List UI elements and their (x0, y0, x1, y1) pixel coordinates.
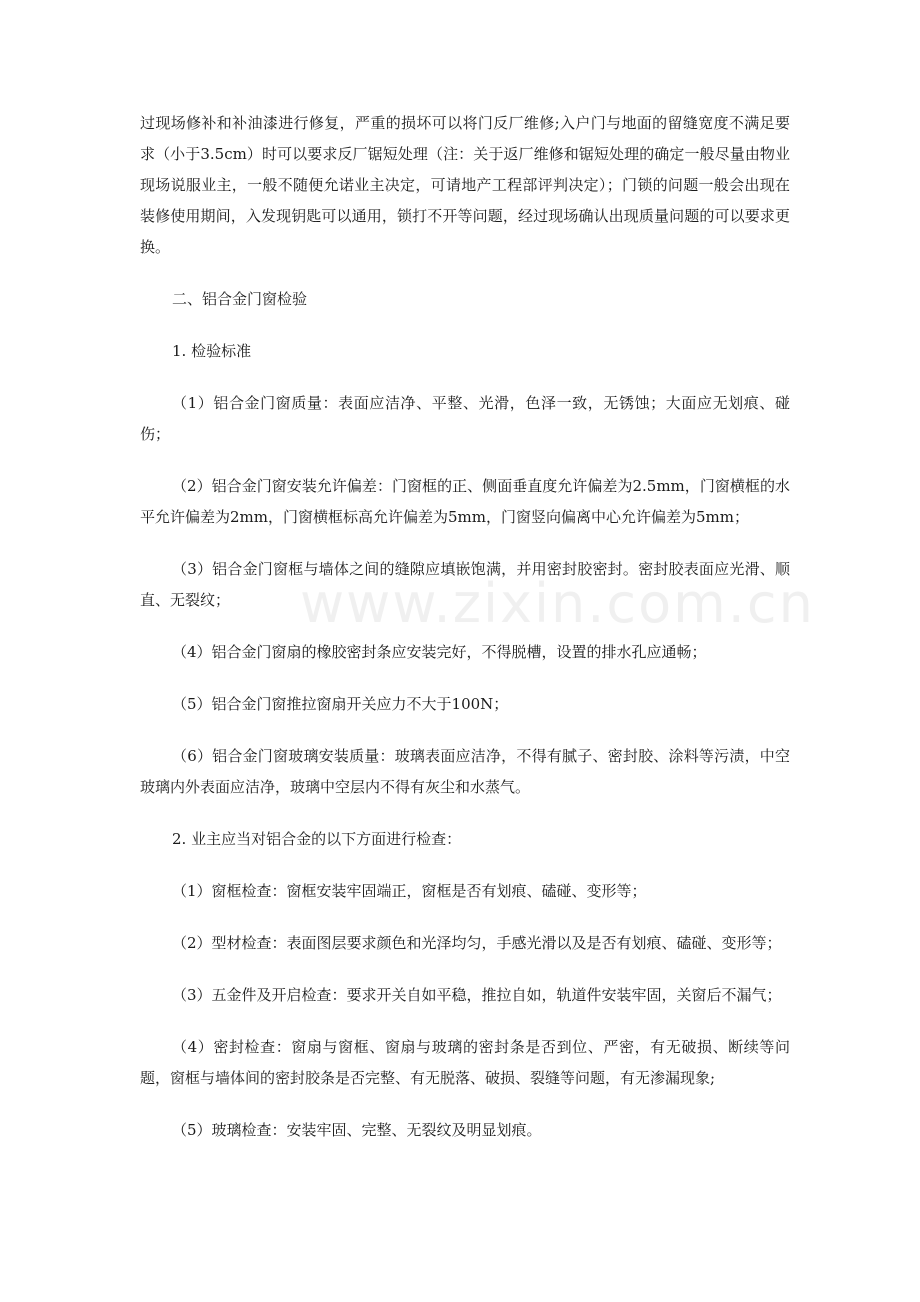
list-item-check-1: （1）窗框检查：窗框安装牢固端正，窗框是否有划痕、磕碰、变形等； (172, 882, 647, 900)
document-body (140, 108, 790, 1167)
list-item-standard-6: （6）铝合金门窗玻璃安装质量：玻璃表面应洁净，不得有腻子、密封胶、涂料等污渍，中空玻璃内外表面应洁净，玻璃中空层内不得有灰尘和水蒸气。 (140, 747, 790, 796)
list-item-check-4: （4）密封检查：窗扇与窗框、窗扇与玻璃的密封条是否到位、严密，有无破损、断续等问题，窗框与墙体间的密封胶条是否完整、有无脱落、破损、裂缝等问题，有无渗漏现象; (140, 1038, 790, 1087)
paragraph-door-repair: 过现场修补和补油漆进行修复，严重的损坏可以将门反厂维修;入户门与地面的留缝宽度不满足要求（小于3.5cm）时可以要求反厂锯短处理（注：关于返厂维修和锯短处理的确定一般尽量由物业现场说服业主，一般不随便允诺业主决定，可请地产工程部评判决定）；门锁的问题一般会出现在装修使用期间，入发现钥匙可以通用，锁打不开等问题，经过现场确认出现质量问题的可以要求更换。 (140, 114, 790, 256)
list-item-standard-2: （2）铝合金门窗安装允许偏差：门窗框的正、侧面垂直度允许偏差为2.5mm，门窗横框的水平允许偏差为2mm，门窗横框标高允许偏差为5mm，门窗竖向偏离中心允许偏差为5mm； (140, 477, 790, 526)
list-item-check-5: （5）玻璃检查：安装牢固、完整、无裂纹及明显划痕。 (172, 1121, 542, 1139)
list-item-standard-4: （4）铝合金门窗扇的橡胶密封条应安装完好，不得脱槽，设置的排水孔应通畅； (172, 643, 707, 661)
watermark: www.zixin.com.cn (300, 572, 815, 635)
list-item-standard-3: （3）铝合金门窗框与墙体之间的缝隙应填嵌饱满，并用密封胶密封。密封胶表面应光滑、顺直、无裂纹； (140, 560, 790, 609)
list-item-standard-1: （1）铝合金门窗质量：表面应洁净、平整、光滑，色泽一致，无锈蚀；大面应无划痕、碰伤； (140, 394, 790, 443)
subheading-inspection-standard: 1. 检验标准 (172, 342, 252, 360)
subheading-owner-checks: 2. 业主应当对铝合金的以下方面进行检查： (172, 830, 462, 848)
section-heading-aluminum: 二、铝合金门窗检验 (172, 290, 308, 308)
list-item-check-3: （3）五金件及开启检查：要求开关自如平稳，推拉自如，轨道件安装牢固，关窗后不漏气； (172, 986, 782, 1004)
list-item-check-2: （2）型材检查：表面图层要求颜色和光泽均匀，手感光滑以及是否有划痕、磕碰、变形等； (172, 934, 782, 952)
list-item-standard-5: （5）铝合金门窗推拉窗扇开关应力不大于100N； (172, 695, 509, 713)
